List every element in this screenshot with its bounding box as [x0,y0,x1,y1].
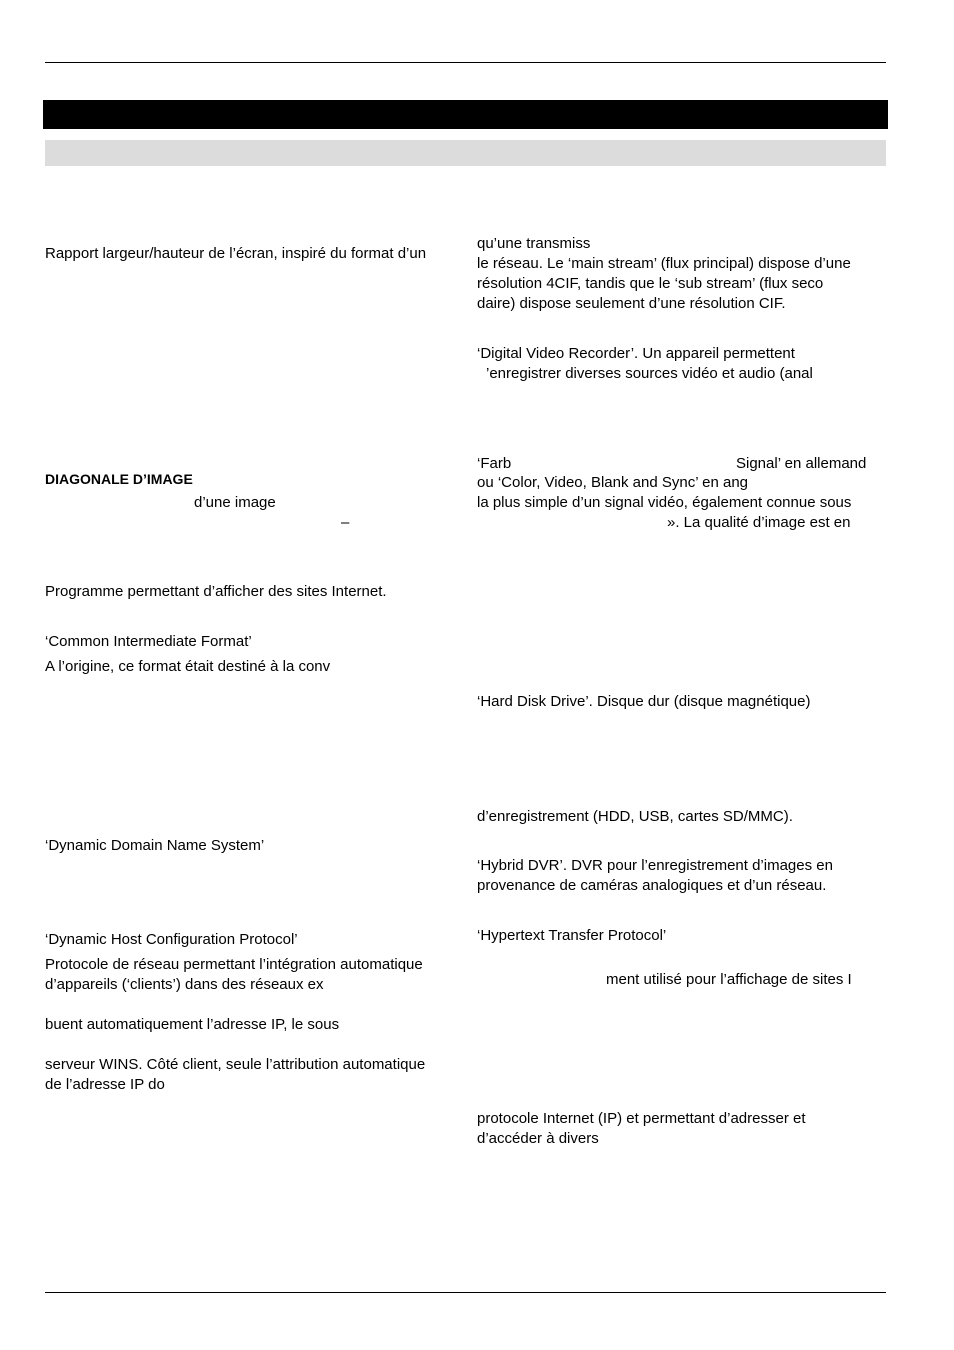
dhcp-description-line: de l’adresse IP do [45,1076,165,1093]
dual-stream-line: le réseau. Le ‘main stream’ (flux principal) dispose d’une [477,255,851,272]
cif-term: ‘Common Intermediate Format’ [45,633,252,650]
dhcp-description-line: d’appareils (‘clients’) dans des réseaux ex [45,976,324,993]
hdd-description: ‘Hard Disk Drive’. Disque dur (disque magnétique) [477,693,811,710]
fbas-description-line: Signal’ en allemand [736,455,867,472]
http-description: ment utilisé pour l’affichage de sites I [606,971,852,988]
image-diagonal-text: d’une image [194,494,276,511]
fbas-description-line: la plus simple d’un signal vidéo, également connue sous [477,494,852,511]
dhcp-description-line: Protocole de réseau permettant l’intégration automatique [45,956,423,973]
http-term: ‘Hypertext Transfer Protocol’ [477,927,667,944]
hdvr-description-line: provenance de caméras analogiques et d’un réseau. [477,877,827,894]
image-diagonal-dash: – [341,514,350,531]
header-rule [45,62,886,63]
ddns-term: ‘Dynamic Domain Name System’ [45,837,265,854]
chapter-title-bar [43,100,888,129]
dual-stream-line: daire) dispose seulement d’une résolution CIF. [477,295,786,312]
fbas-description-line: ou ‘Color, Video, Blank and Sync’ en ang [477,474,749,491]
ip-description-line: d’accéder à divers [477,1130,599,1147]
fbas-description-line: ‘Farb [477,455,512,472]
browser-description: Programme permettant d’afficher des sites Internet. [45,583,387,600]
fbas-description-line: ». La qualité d’image est en [667,514,851,531]
dvr-description-line: ‘Digital Video Recorder’. Un appareil permettent [477,345,795,362]
footer-rule [45,1292,886,1293]
dhcp-description-line: buent automatiquement l’adresse IP, le sous [45,1016,340,1033]
dvr-description-line: ’enregistrer diverses sources vidéo et audio (anal [486,365,813,382]
dual-stream-line: résolution 4CIF, tandis que le ‘sub stream’ (flux seco [477,275,824,292]
section-title-bar [45,140,886,166]
ip-description-line: protocole Internet (IP) et permettant d’adresser et [477,1110,806,1127]
cif-description: A l’origine, ce format était destiné à la conv [45,658,331,675]
aspect-ratio-description: Rapport largeur/hauteur de l’écran, inspiré du format d’un [45,245,427,262]
dhcp-description-line: serveur WINS. Côté client, seule l’attribution automatique [45,1056,426,1073]
hdvr-description-line: ‘Hybrid DVR’. DVR pour l’enregistrement d’images en [477,857,833,874]
storage-description: d’enregistrement (HDD, USB, cartes SD/MMC). [477,808,793,825]
image-diagonal-heading: DIAGONALE D’IMAGE [45,471,193,487]
dual-stream-line: qu’une transmiss [477,235,591,252]
dhcp-term: ‘Dynamic Host Configuration Protocol’ [45,931,298,948]
